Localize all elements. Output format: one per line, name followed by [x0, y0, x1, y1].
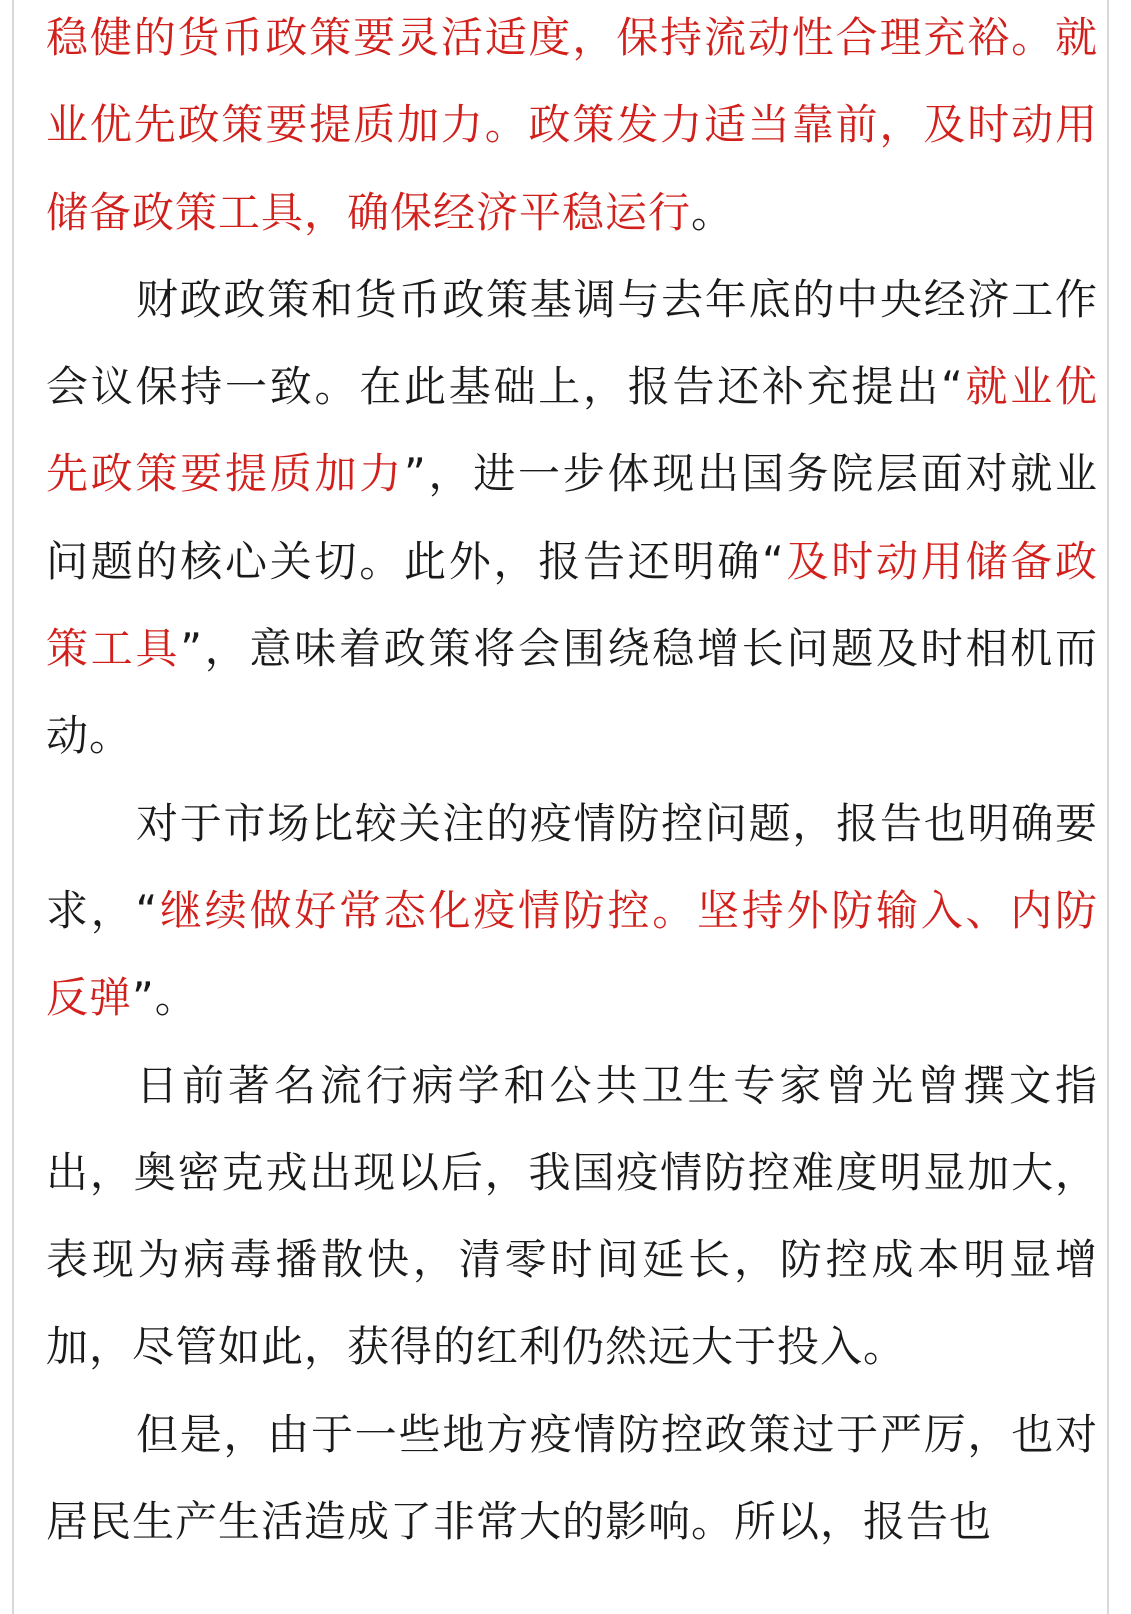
paragraph-expert-view: [46, 1042, 1098, 1391]
paragraph-text: 财政政策和货币政策基调与去年底的中央经济工作会议保持一致。在此基础上，报告还补充提出“: [46, 274, 1098, 412]
article-body: [46, 0, 1098, 1565]
paragraph-text: 对于市场比较关注的疫情防控问题，报告也明确要求，“: [46, 798, 1098, 935]
paragraph-text: 。: [691, 187, 735, 237]
highlighted-quote: 就业优先政策要提质加力: [46, 362, 1098, 499]
paragraph-policy-tone: [46, 256, 1098, 780]
highlighted-quote: 及时动用储备政策工具: [46, 536, 1098, 674]
paragraph-epidemic-control: [46, 780, 1098, 1042]
paragraph-local-policy: [46, 1391, 1098, 1566]
document-page: [12, 0, 1109, 1614]
paragraph-text: 但是，由于一些地方疫情防控政策过于严厉，也对居民生产生活造成了非常大的影响。所以，报告也: [46, 1409, 1098, 1547]
paragraph-text: ”。: [132, 973, 198, 1023]
highlighted-quote: 继续做好常态化疫情防控。坚持外防输入、内防反弹: [46, 885, 1098, 1023]
paragraph-text: 日前著名流行病学和公共卫生专家曾光曾撰文指出，奥密克戎出现以后，我国疫情防控难度明显加大，表现为病毒播散快，清零时间延长，防控成本明显增加，尽管如此，获得的红利仍然远大于投入。: [46, 1060, 1098, 1372]
highlighted-quote: 稳健的货币政策要灵活适度，保持流动性合理充裕。就业优先政策要提质加力。政策发力适当靠前，及时动用储备政策工具，确保经济平稳运行: [46, 13, 1098, 237]
paragraph-text: ”，进一步体现出国务院层面对就业问题的核心关切。此外，报告还明确“: [46, 449, 1098, 586]
paragraph-text: ”，意味着政策将会围绕稳增长问题及时相机而动。: [46, 624, 1098, 761]
paragraph-policy-quote: [46, 0, 1098, 256]
